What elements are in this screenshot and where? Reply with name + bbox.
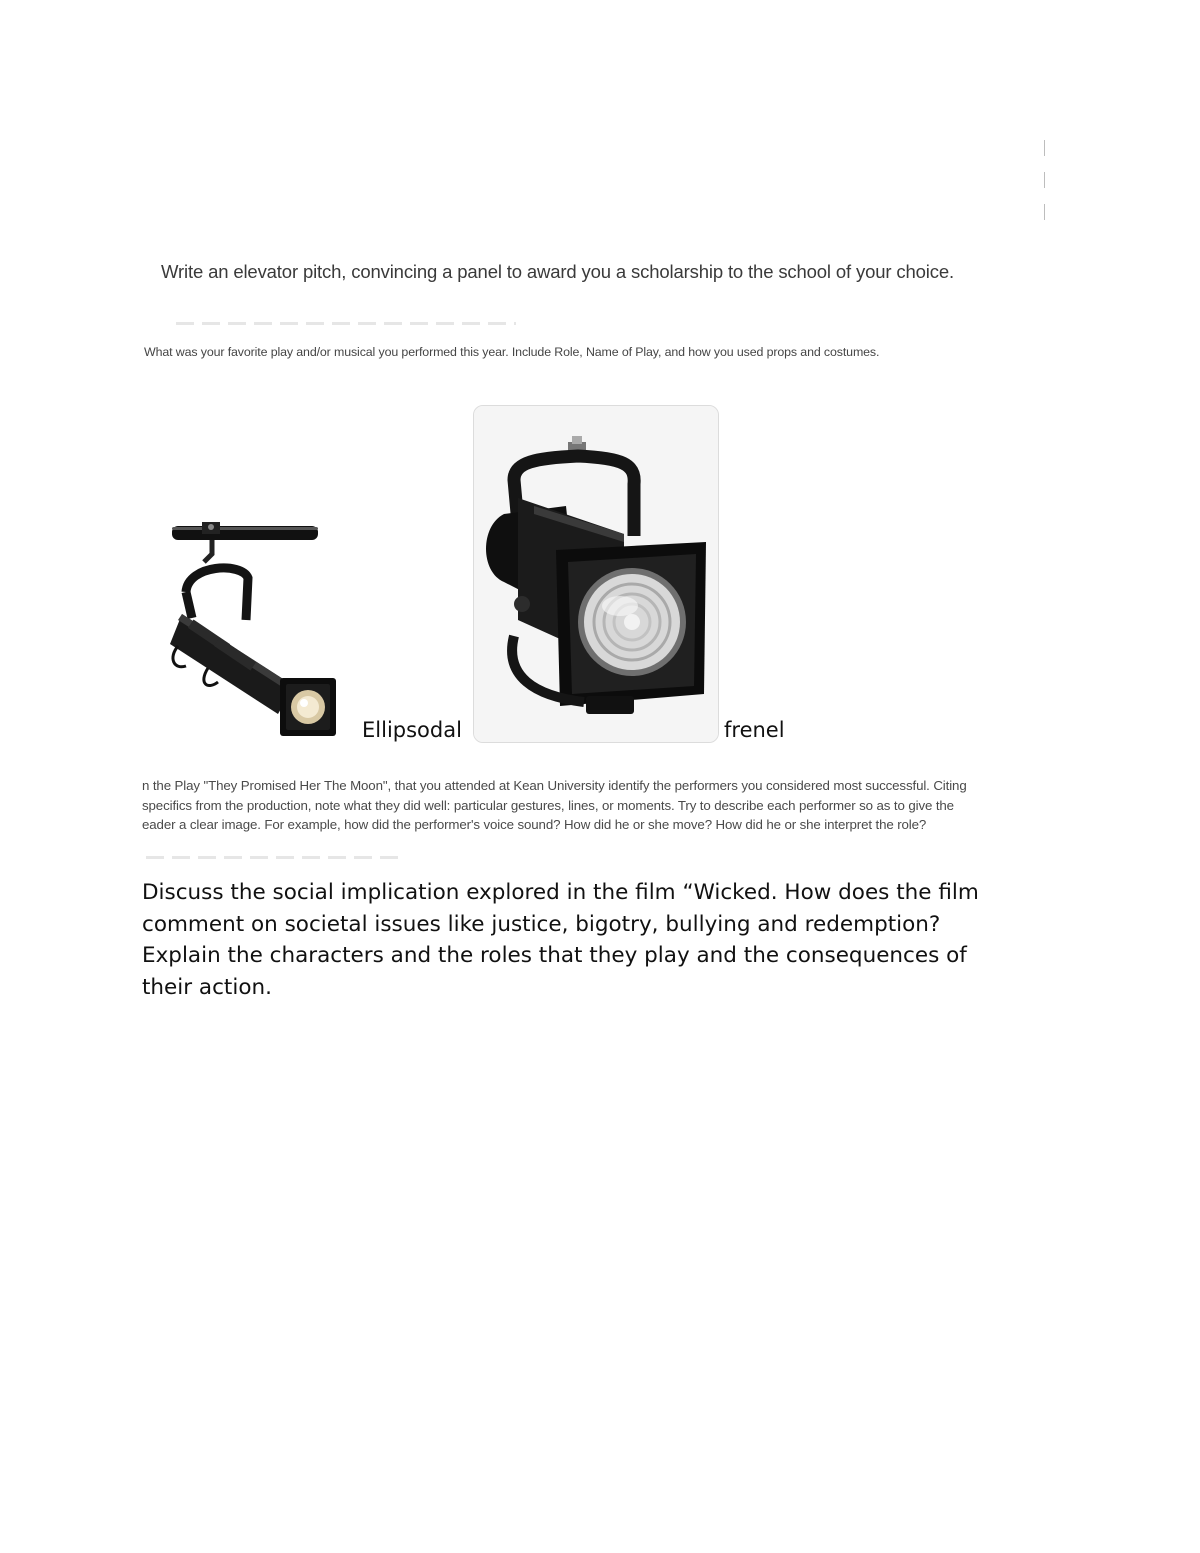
elevator-pitch-prompt: Write an elevator pitch, convincing a panel to award you a scholarship to the school of your choice.: [161, 261, 954, 282]
play-review-line: specifics from the production, note what they did well: particular gestures, lines, or moments. Try to describe each performer so as to give the: [142, 797, 954, 813]
faded-text-line: [176, 322, 516, 325]
ellipsoidal-light-image: [168, 518, 344, 744]
fresnel-light-image: [473, 405, 719, 743]
fresnel-caption: frenel: [724, 718, 785, 742]
question-line: their action.: [142, 974, 272, 1000]
question-line: Discuss the social implication explored in the film “Wicked. How does the film: [142, 880, 979, 905]
margin-marks: [1043, 140, 1047, 222]
favorite-play-prompt: What was your favorite play and/or musical you performed this year. Include Role, Name of Play, and how you used props and costumes.: [144, 345, 880, 359]
faded-text-line: [146, 856, 406, 859]
play-review-line: n the Play "They Promised Her The Moon", that you attended at Kean University identify the performers you considered most successful. Citing: [142, 778, 967, 793]
ellipsoidal-caption: Ellipsodal: [362, 718, 462, 742]
play-review-prompt: [142, 776, 1062, 835]
wicked-discussion-question: [142, 877, 1072, 1003]
play-review-line: eader a clear image. For example, how did the performer's voice sound? How did he or she move? How did he or she interpret the role?: [142, 817, 927, 832]
question-line: Explain the characters and the roles that they play and the consequences of: [142, 943, 967, 968]
question-line: comment on societal issues like justice, bigotry, bullying and redemption?: [142, 911, 941, 937]
